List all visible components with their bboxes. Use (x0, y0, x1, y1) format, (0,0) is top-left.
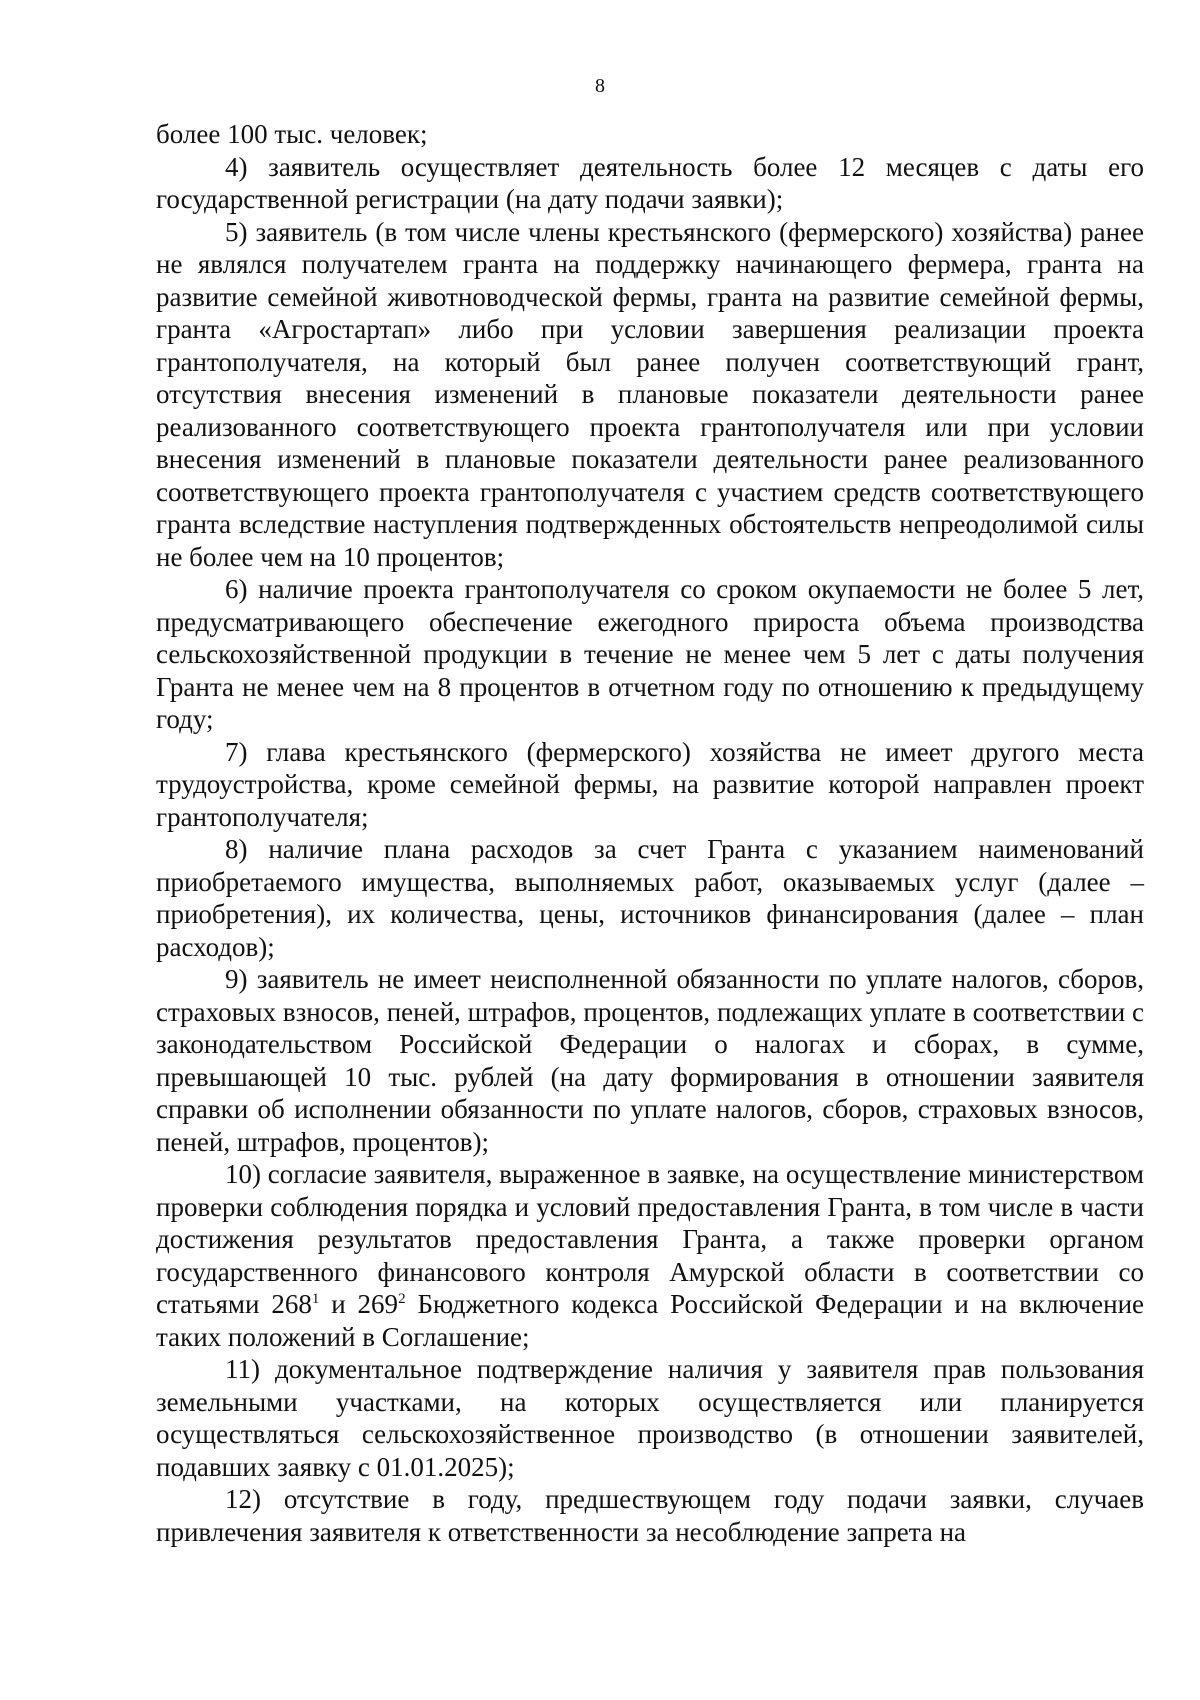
paragraph-item-10-text-before: 10) согласие заявителя, выраженное в заявке, на осуществление министерством проверки соблюдения порядка и условий предоставления Гранта, в том числе в части достижения результатов предоставления Гранта, а также проверки органом государственного финансового контроля Амурской области в соответствии со статьями 268 (156, 1159, 1144, 1319)
paragraph-item-8: 8) наличие плана расходов за счет Гранта с указанием наименований приобретаемого имущества, выполняемых работ, оказываемых услуг (далее – приобретения), их количества, цены, источников финансирования (далее – план расходов); (156, 834, 1144, 962)
paragraph-item-7: 7) глава крестьянского (фермерского) хозяйства не имеет другого места трудоустройства, кроме семейной фермы, на развитие которой направлен проект грантополучателя; (156, 736, 1144, 832)
paragraph-item-4: 4) заявитель осуществляет деятельность более 12 месяцев с даты его государственной регистрации (на дату подачи заявки); (156, 151, 1144, 214)
paragraph-item-10 (156, 1158, 1144, 1353)
paragraph-item-11: 11) документальное подтверждение наличия у заявителя прав пользования земельными участками, на которых осуществляется или планируется осуществляться сельскохозяйственное производство (в отношении заявителей, подавших заявку с 01.01.2025); (156, 1354, 1144, 1482)
paragraph-item-5: 5) заявитель (в том числе члены крестьянского (фермерского) хозяйства) ранее не являлся получателем гранта на поддержку начинающего фермера, гранта на развитие семейной животноводческой фермы, гранта на развитие семейной фермы, гранта «Агростартап» либо при условии завершения реализации проекта грантополучателя, на который был ранее получен соответствующий грант, отсутствия внесения изменений в плановые показатели деятельности ранее реализованного соответствующего проекта грантополучателя или при условии внесения изменений в плановые показатели деятельности ранее реализованного соответствующего проекта грантополучателя с участием средств соответствующего гранта вследствие наступления подтвержденных обстоятельств непреодолимой силы не более чем на 10 процентов; (156, 216, 1144, 572)
paragraph-continuation: более 100 тыс. человек; (156, 119, 428, 149)
paragraph-item-9: 9) заявитель не имеет неисполненной обязанности по уплате налогов, сборов, страховых взносов, пеней, штрафов, процентов, подлежащих уплате в соответствии с законодательством Российской Федерации о налогах и сборах, в сумме, превышающей 10 тыс. рублей (на дату формирования в отношении заявителя справки об исполнении обязанности по уплате налогов, сборов, страховых взносов, пеней, штрафов, процентов); (156, 964, 1144, 1157)
paragraph-item-6: 6) наличие проекта грантополучателя со сроком окупаемости не более 5 лет, предусматривающего обеспечение ежегодного прироста объема производства сельскохозяйственной продукции в течение не менее чем 5 лет с даты получения Гранта не менее чем на 8 процентов в отчетном году по отношению к предыдущему году; (156, 574, 1144, 734)
superscript-1: 1 (311, 1291, 320, 1307)
page-number: 8 (595, 75, 605, 97)
paragraph-item-10-text-after: Бюджетного кодекса Российской Федерации и на включение таких положений в Соглашение; (156, 1289, 1144, 1352)
document-body (156, 118, 1144, 1548)
paragraph-item-10-text-middle: и 269 (319, 1289, 399, 1319)
paragraph-item-12: 12) отсутствие в году, предшествующем году подачи заявки, случаев привлечения заявителя к ответственности за несоблюдение запрета на (156, 1484, 1144, 1547)
superscript-2: 2 (398, 1291, 406, 1307)
